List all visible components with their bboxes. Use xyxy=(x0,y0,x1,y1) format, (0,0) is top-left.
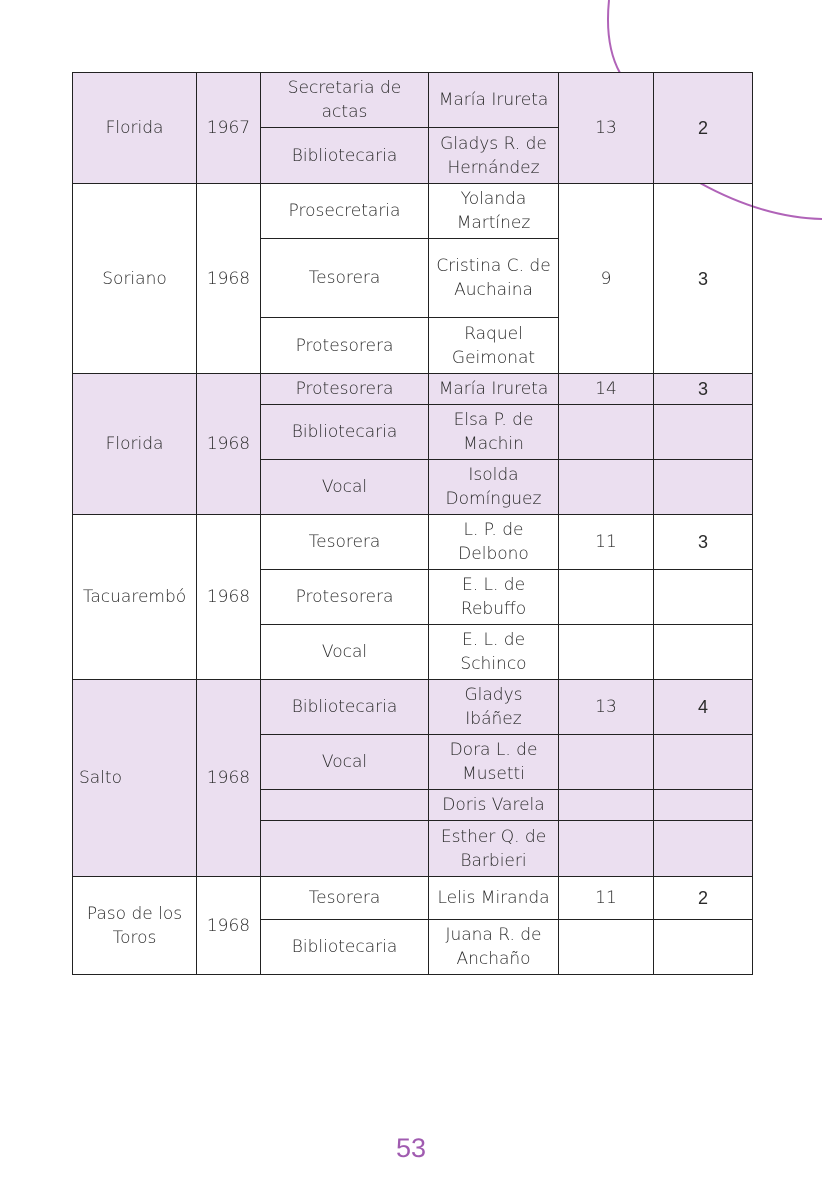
empty-cell xyxy=(559,460,654,515)
department-cell: Paso de los Toros xyxy=(73,877,197,975)
position-cell: Bibliotecaria xyxy=(261,128,429,184)
name-cell: Gladys R. de Hernández xyxy=(429,128,559,184)
empty-cell xyxy=(654,570,753,625)
year-cell: 1968 xyxy=(197,184,261,374)
name-cell: Esther Q. de Barbieri xyxy=(429,821,559,877)
empty-cell xyxy=(261,790,429,821)
empty-cell xyxy=(559,405,654,460)
page-number: 53 xyxy=(395,1133,427,1163)
department-cell: Salto xyxy=(73,680,197,877)
members-cell: 9 xyxy=(559,184,654,374)
position-cell: Vocal xyxy=(261,460,429,515)
table-row xyxy=(73,184,753,239)
empty-cell xyxy=(559,821,654,877)
empty-cell xyxy=(654,460,753,515)
position-cell: Secretaria de actas xyxy=(261,73,429,128)
position-cell: Prosecretaria xyxy=(261,184,429,239)
name-cell: Gladys Ibáñez xyxy=(429,680,559,735)
position-cell: Protesorera xyxy=(261,570,429,625)
name-cell: E. L. de Schinco xyxy=(429,625,559,680)
members-cell: 13 xyxy=(559,680,654,735)
year-cell: 1968 xyxy=(197,877,261,975)
name-cell: Doris Varela xyxy=(429,790,559,821)
position-cell: Bibliotecaria xyxy=(261,405,429,460)
department-cell: Tacuarembó xyxy=(73,515,197,680)
members-cell: 11 xyxy=(559,515,654,570)
table-row xyxy=(73,680,753,735)
empty-cell xyxy=(261,821,429,877)
department-cell: Florida xyxy=(73,73,197,184)
empty-cell xyxy=(559,625,654,680)
name-cell: Yolanda Martínez xyxy=(429,184,559,239)
sessions-cell: 3 xyxy=(654,184,753,374)
empty-cell xyxy=(559,920,654,975)
committee-table xyxy=(72,72,753,975)
position-cell: Tesorera xyxy=(261,515,429,570)
department-cell: Florida xyxy=(73,374,197,515)
name-cell: Juana R. de Anchaño xyxy=(429,920,559,975)
sessions-cell: 3 xyxy=(654,374,753,405)
position-cell: Bibliotecaria xyxy=(261,920,429,975)
position-cell: Tesorera xyxy=(261,239,429,318)
year-cell: 1967 xyxy=(197,73,261,184)
members-cell: 14 xyxy=(559,374,654,405)
empty-cell xyxy=(654,735,753,790)
table-row xyxy=(73,73,753,128)
name-cell: María Irureta xyxy=(429,374,559,405)
sessions-cell: 3 xyxy=(654,515,753,570)
position-cell: Vocal xyxy=(261,735,429,790)
table-row xyxy=(73,374,753,405)
empty-cell xyxy=(654,625,753,680)
name-cell: Dora L. de Musetti xyxy=(429,735,559,790)
members-cell: 13 xyxy=(559,73,654,184)
members-cell: 11 xyxy=(559,877,654,920)
name-cell: María Irureta xyxy=(429,73,559,128)
sessions-cell: 2 xyxy=(654,877,753,920)
empty-cell xyxy=(559,790,654,821)
name-cell: Lelis Miranda xyxy=(429,877,559,920)
name-cell: Cristina C. de Auchaina xyxy=(429,239,559,318)
position-cell: Protesorera xyxy=(261,374,429,405)
empty-cell xyxy=(654,920,753,975)
sessions-cell: 2 xyxy=(654,73,753,184)
table-row xyxy=(73,515,753,570)
position-cell: Protesorera xyxy=(261,318,429,374)
empty-cell xyxy=(559,735,654,790)
empty-cell xyxy=(559,570,654,625)
name-cell: E. L. de Rebuffo xyxy=(429,570,559,625)
empty-cell xyxy=(654,405,753,460)
name-cell: Raquel Geimonat xyxy=(429,318,559,374)
name-cell: Isolda Domínguez xyxy=(429,460,559,515)
year-cell: 1968 xyxy=(197,515,261,680)
position-cell: Bibliotecaria xyxy=(261,680,429,735)
empty-cell xyxy=(654,821,753,877)
position-cell: Tesorera xyxy=(261,877,429,920)
empty-cell xyxy=(654,790,753,821)
name-cell: L. P. de Delbono xyxy=(429,515,559,570)
year-cell: 1968 xyxy=(197,374,261,515)
table-row xyxy=(73,877,753,920)
year-cell: 1968 xyxy=(197,680,261,877)
position-cell: Vocal xyxy=(261,625,429,680)
sessions-cell: 4 xyxy=(654,680,753,735)
department-cell: Soriano xyxy=(73,184,197,374)
name-cell: Elsa P. de Machin xyxy=(429,405,559,460)
